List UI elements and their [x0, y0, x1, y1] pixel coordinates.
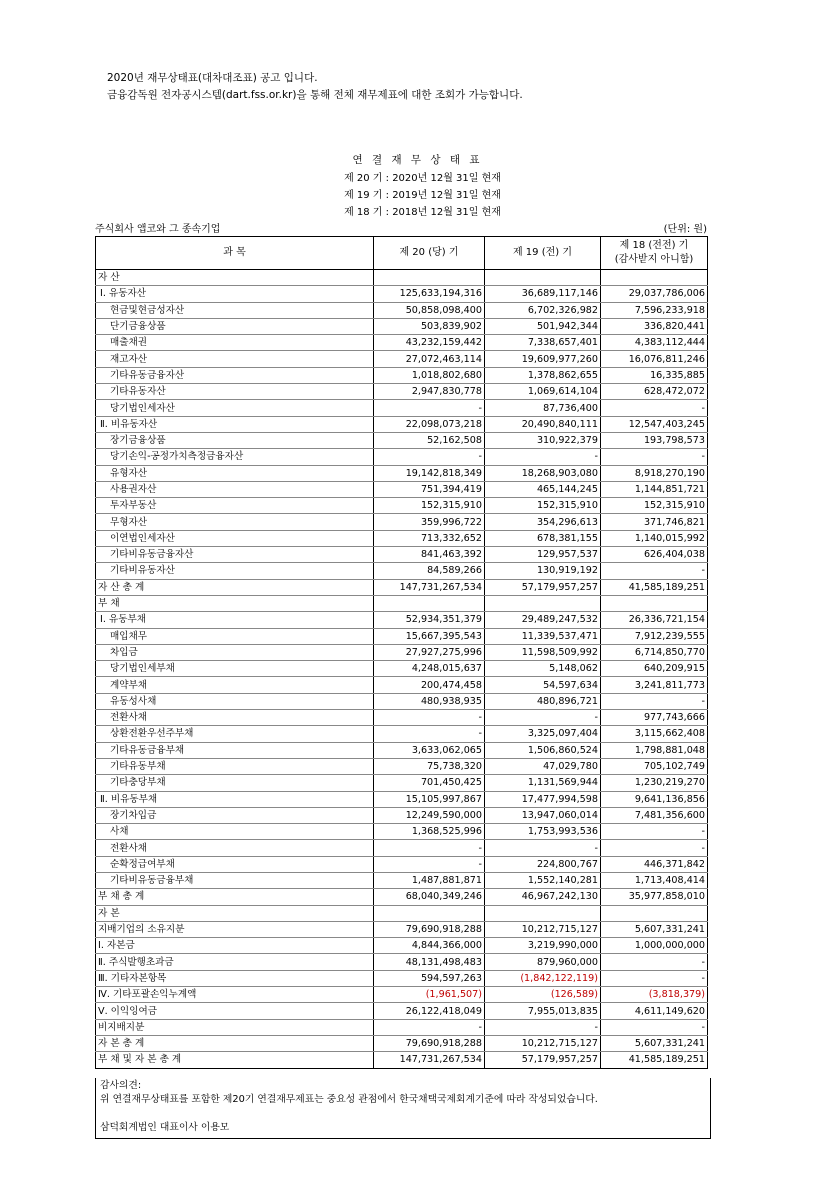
account-cell: Ⅳ. 기타포괄손익누계액 [96, 987, 374, 1003]
value-2019-cell: 1,506,860,524 [485, 742, 601, 758]
value-2019-cell: 11,339,537,471 [485, 628, 601, 644]
account-cell: 부 채 총 계 [96, 889, 374, 905]
value-2020-cell: 79,690,918,288 [374, 1035, 485, 1051]
table-row [96, 432, 708, 448]
value-2019-cell: 879,960,000 [485, 954, 601, 970]
table-row [96, 628, 708, 644]
account-cell: Ⅰ. 자본금 [96, 938, 374, 954]
account-cell: 현금및현금성자산 [96, 302, 374, 318]
value-2020-cell: 79,690,918,288 [374, 921, 485, 937]
account-cell: 장기금융상품 [96, 432, 374, 448]
audit-opinion-box [95, 1078, 711, 1139]
value-2019-cell: 3,219,990,000 [485, 938, 601, 954]
company-name: 주식회사 앱코와 그 종속기업 [95, 224, 221, 235]
value-2020-cell: 701,450,425 [374, 775, 485, 791]
value-2019-cell: 501,942,344 [485, 318, 601, 334]
table-row [96, 465, 708, 481]
account-cell: Ⅰ. 유동자산 [96, 286, 374, 302]
value-2019-cell [485, 905, 601, 921]
value-2019-cell: 46,967,242,130 [485, 889, 601, 905]
value-2019-cell: 224,800,767 [485, 856, 601, 872]
value-2018-cell: - [601, 824, 708, 840]
account-cell: 기타충당부채 [96, 775, 374, 791]
table-row [96, 514, 708, 530]
value-2020-cell: - [374, 856, 485, 872]
table-row [96, 710, 708, 726]
value-2019-cell: 354,296,613 [485, 514, 601, 530]
account-cell: 기타비유동자산 [96, 563, 374, 579]
value-2019-cell [485, 595, 601, 611]
value-2018-cell: - [601, 449, 708, 465]
table-row [96, 970, 708, 986]
value-2019-cell: 465,144,245 [485, 481, 601, 497]
value-2018-cell: 977,743,666 [601, 710, 708, 726]
table-row [96, 530, 708, 546]
account-cell: 사용권자산 [96, 481, 374, 497]
value-2020-cell: 12,249,590,000 [374, 807, 485, 823]
value-2020-cell: - [374, 840, 485, 856]
notice-line-1: 2020년 재무상태표(대차대조표) 공고 입니다. [107, 72, 318, 84]
value-2019-cell: (126,589) [485, 987, 601, 1003]
value-2019-cell: 1,069,614,104 [485, 384, 601, 400]
table-body [96, 270, 708, 1069]
table-row [96, 1019, 708, 1035]
account-cell: Ⅲ. 기타자본항목 [96, 970, 374, 986]
value-2018-cell: 16,076,811,246 [601, 351, 708, 367]
value-2020-cell: 359,996,722 [374, 514, 485, 530]
value-2019-cell: - [485, 449, 601, 465]
table-row [96, 856, 708, 872]
value-2020-cell: 480,938,935 [374, 693, 485, 709]
value-2020-cell [374, 270, 485, 286]
value-2020-cell: - [374, 726, 485, 742]
account-cell: 당기손익-공정가치측정금융자산 [96, 449, 374, 465]
value-2020-cell: 147,731,267,534 [374, 579, 485, 595]
value-2018-cell: 1,140,015,992 [601, 530, 708, 546]
account-cell: 자 산 [96, 270, 374, 286]
header-current: 제 20 (당) 기 [374, 237, 485, 270]
value-2018-cell [601, 270, 708, 286]
period-line: 제 18 기 : 2018년 12월 31일 현재 [344, 207, 501, 218]
value-2019-cell [485, 270, 601, 286]
account-cell: 순확정급여부채 [96, 856, 374, 872]
value-2019-cell: 6,702,326,982 [485, 302, 601, 318]
value-2020-cell: 84,589,266 [374, 563, 485, 579]
value-2019-cell: (1,842,122,119) [485, 970, 601, 986]
table-row [96, 938, 708, 954]
value-2018-cell: 29,037,786,006 [601, 286, 708, 302]
period-line: 제 19 기 : 2019년 12월 31일 현재 [344, 190, 501, 201]
value-2020-cell: - [374, 1019, 485, 1035]
value-2018-cell [601, 905, 708, 921]
value-2018-cell: 628,472,072 [601, 384, 708, 400]
value-2019-cell: 678,381,155 [485, 530, 601, 546]
table-row [96, 481, 708, 497]
value-2019-cell: 10,212,715,127 [485, 1035, 601, 1051]
account-cell: 매입채무 [96, 628, 374, 644]
table-row [96, 1052, 708, 1068]
value-2018-cell: 6,714,850,770 [601, 644, 708, 660]
value-2020-cell: 1,018,802,680 [374, 367, 485, 383]
table-row [96, 742, 708, 758]
table-row [96, 547, 708, 563]
value-2019-cell: 47,029,780 [485, 758, 601, 774]
audit-label: 감사의견: [100, 1080, 142, 1091]
table-row [96, 726, 708, 742]
account-cell: 장기차입금 [96, 807, 374, 823]
table-row [96, 1003, 708, 1019]
table-row [96, 367, 708, 383]
value-2019-cell: 17,477,994,598 [485, 791, 601, 807]
value-2020-cell: 19,142,818,349 [374, 465, 485, 481]
table-row [96, 889, 708, 905]
value-2020-cell: 27,072,463,114 [374, 351, 485, 367]
value-2018-cell: 3,115,662,408 [601, 726, 708, 742]
value-2019-cell: 1,378,862,655 [485, 367, 601, 383]
table-row [96, 563, 708, 579]
table-row [96, 758, 708, 774]
account-cell: 전환사채 [96, 840, 374, 856]
value-2018-cell: - [601, 563, 708, 579]
account-cell: 부 채 및 자 본 총 계 [96, 1052, 374, 1068]
table-row [96, 921, 708, 937]
value-2019-cell: 54,597,634 [485, 677, 601, 693]
value-2020-cell: 1,487,881,871 [374, 872, 485, 888]
value-2020-cell: 15,667,395,543 [374, 628, 485, 644]
account-cell: 무형자산 [96, 514, 374, 530]
value-2018-cell: 4,383,112,444 [601, 335, 708, 351]
value-2019-cell: 57,179,957,257 [485, 579, 601, 595]
value-2018-cell: 35,977,858,010 [601, 889, 708, 905]
account-cell: 비지배지분 [96, 1019, 374, 1035]
table-row [96, 302, 708, 318]
table-row [96, 595, 708, 611]
table-row [96, 954, 708, 970]
value-2020-cell: 713,332,652 [374, 530, 485, 546]
table-row [96, 807, 708, 823]
value-2018-cell: 3,241,811,773 [601, 677, 708, 693]
header-prior2 [601, 237, 708, 270]
table-header-row [96, 237, 708, 270]
value-2019-cell: 3,325,097,404 [485, 726, 601, 742]
table-row [96, 579, 708, 595]
table-row [96, 1035, 708, 1051]
value-2018-cell: 4,611,149,620 [601, 1003, 708, 1019]
value-2019-cell: - [485, 840, 601, 856]
value-2018-cell: 26,336,721,154 [601, 612, 708, 628]
table-row [96, 661, 708, 677]
value-2019-cell: 480,896,721 [485, 693, 601, 709]
value-2019-cell: 19,609,977,260 [485, 351, 601, 367]
table-row [96, 286, 708, 302]
value-2018-cell: 1,230,219,270 [601, 775, 708, 791]
value-2018-cell: 41,585,189,251 [601, 579, 708, 595]
value-2020-cell: 503,839,902 [374, 318, 485, 334]
value-2018-cell: 371,746,821 [601, 514, 708, 530]
value-2019-cell: 5,148,062 [485, 661, 601, 677]
value-2018-cell: - [601, 400, 708, 416]
value-2019-cell: 36,689,117,146 [485, 286, 601, 302]
table-row [96, 840, 708, 856]
account-cell: 자 산 총 계 [96, 579, 374, 595]
table-row [96, 498, 708, 514]
value-2018-cell: 193,798,573 [601, 432, 708, 448]
value-2020-cell: 68,040,349,246 [374, 889, 485, 905]
value-2018-cell: 705,102,749 [601, 758, 708, 774]
account-cell: 자 본 [96, 905, 374, 921]
account-cell: 기타유동부채 [96, 758, 374, 774]
table-row [96, 791, 708, 807]
account-cell: 기타비유동금융부채 [96, 872, 374, 888]
value-2019-cell: 18,268,903,080 [485, 465, 601, 481]
value-2018-cell: 16,335,885 [601, 367, 708, 383]
value-2019-cell: 87,736,400 [485, 400, 601, 416]
value-2018-cell: 5,607,331,241 [601, 921, 708, 937]
value-2018-cell: 8,918,270,190 [601, 465, 708, 481]
value-2018-cell: - [601, 693, 708, 709]
value-2020-cell: 147,731,267,534 [374, 1052, 485, 1068]
value-2020-cell: 751,394,419 [374, 481, 485, 497]
account-cell: 유형자산 [96, 465, 374, 481]
value-2019-cell: 1,131,569,944 [485, 775, 601, 791]
value-2018-cell: 1,713,408,414 [601, 872, 708, 888]
account-cell: Ⅴ. 이익잉여금 [96, 1003, 374, 1019]
account-cell: 계약부채 [96, 677, 374, 693]
value-2018-cell: 41,585,189,251 [601, 1052, 708, 1068]
value-2020-cell: 125,633,194,316 [374, 286, 485, 302]
value-2020-cell: (1,961,507) [374, 987, 485, 1003]
value-2020-cell: - [374, 400, 485, 416]
table-row [96, 416, 708, 432]
table-row [96, 384, 708, 400]
account-cell: Ⅱ. 비유동자산 [96, 416, 374, 432]
value-2019-cell: 1,552,140,281 [485, 872, 601, 888]
value-2020-cell: 50,858,098,400 [374, 302, 485, 318]
value-2020-cell: 594,597,263 [374, 970, 485, 986]
account-cell: 매출채권 [96, 335, 374, 351]
value-2019-cell: 129,957,537 [485, 547, 601, 563]
account-cell: 당기법인세자산 [96, 400, 374, 416]
account-cell: 기타유동금융부채 [96, 742, 374, 758]
account-cell: Ⅱ. 비유동부채 [96, 791, 374, 807]
value-2020-cell: 4,844,366,000 [374, 938, 485, 954]
value-2020-cell: 75,738,320 [374, 758, 485, 774]
account-cell: 단기금융상품 [96, 318, 374, 334]
account-cell: 투자부동산 [96, 498, 374, 514]
table-row [96, 775, 708, 791]
header-prior2-line2: (감사받지 아니함) [614, 254, 694, 265]
account-cell: 전환사채 [96, 710, 374, 726]
value-2018-cell: 446,371,842 [601, 856, 708, 872]
value-2020-cell: 52,934,351,379 [374, 612, 485, 628]
account-cell: 부 채 [96, 595, 374, 611]
value-2018-cell: 640,209,915 [601, 661, 708, 677]
account-cell: 지배기업의 소유지분 [96, 921, 374, 937]
value-2018-cell: 152,315,910 [601, 498, 708, 514]
account-cell: 기타비유동금융자산 [96, 547, 374, 563]
value-2020-cell [374, 905, 485, 921]
table-row [96, 693, 708, 709]
account-cell: 유동성사채 [96, 693, 374, 709]
balance-sheet-table [95, 236, 708, 1069]
account-cell: 기타유동금융자산 [96, 367, 374, 383]
value-2020-cell: 3,633,062,065 [374, 742, 485, 758]
account-cell: 기타유동자산 [96, 384, 374, 400]
value-2018-cell: - [601, 970, 708, 986]
value-2019-cell: 57,179,957,257 [485, 1052, 601, 1068]
table-row [96, 824, 708, 840]
audit-opinion: 위 연결재무상태표를 포함한 제20기 연결재무제표는 중요성 관점에서 한국채택국제회계기준에 따라 작성되었습니다. [100, 1094, 598, 1105]
value-2020-cell: 152,315,910 [374, 498, 485, 514]
value-2019-cell: 1,753,993,536 [485, 824, 601, 840]
header-account: 과 목 [96, 237, 374, 270]
unit-label: (단위: 원) [663, 224, 707, 235]
value-2020-cell: 4,248,015,637 [374, 661, 485, 677]
value-2020-cell: 26,122,418,049 [374, 1003, 485, 1019]
table-row [96, 335, 708, 351]
value-2019-cell: 152,315,910 [485, 498, 601, 514]
value-2020-cell: 27,927,275,996 [374, 644, 485, 660]
statement-title: 연 결 재 무 상 태 표 [352, 154, 483, 166]
value-2018-cell: 1,000,000,000 [601, 938, 708, 954]
account-cell: Ⅰ. 유동부채 [96, 612, 374, 628]
value-2018-cell: 1,144,851,721 [601, 481, 708, 497]
value-2020-cell: 2,947,830,778 [374, 384, 485, 400]
value-2018-cell: - [601, 1019, 708, 1035]
value-2018-cell: - [601, 954, 708, 970]
value-2019-cell: 310,922,379 [485, 432, 601, 448]
value-2020-cell: 52,162,508 [374, 432, 485, 448]
value-2018-cell: 5,607,331,241 [601, 1035, 708, 1051]
value-2020-cell [374, 595, 485, 611]
table-row [96, 351, 708, 367]
table-row [96, 400, 708, 416]
account-cell: 이연법인세자산 [96, 530, 374, 546]
auditor-name: 삼덕회계법인 대표이사 이용모 [100, 1122, 230, 1133]
value-2020-cell: 200,474,458 [374, 677, 485, 693]
account-cell: 상환전환우선주부채 [96, 726, 374, 742]
account-cell: 당기법인세부채 [96, 661, 374, 677]
value-2020-cell: 48,131,498,483 [374, 954, 485, 970]
table-row [96, 612, 708, 628]
value-2020-cell: 841,463,392 [374, 547, 485, 563]
account-cell: Ⅱ. 주식발행초과금 [96, 954, 374, 970]
value-2018-cell: 1,798,881,048 [601, 742, 708, 758]
value-2019-cell: 11,598,509,992 [485, 644, 601, 660]
table-row [96, 905, 708, 921]
value-2020-cell: - [374, 449, 485, 465]
account-cell: 자 본 총 계 [96, 1035, 374, 1051]
account-cell: 사채 [96, 824, 374, 840]
value-2019-cell: 13,947,060,014 [485, 807, 601, 823]
table-row [96, 449, 708, 465]
notice [107, 70, 523, 104]
value-2018-cell: (3,818,379) [601, 987, 708, 1003]
value-2020-cell: 43,232,159,442 [374, 335, 485, 351]
header-prior: 제 19 (전) 기 [485, 237, 601, 270]
value-2019-cell: 7,955,013,835 [485, 1003, 601, 1019]
value-2019-cell: 20,490,840,111 [485, 416, 601, 432]
table-row [96, 677, 708, 693]
statement-header [0, 151, 835, 221]
value-2018-cell: 626,404,038 [601, 547, 708, 563]
value-2018-cell: 336,820,441 [601, 318, 708, 334]
notice-line-2: 금융감독원 전자공시스템(dart.fss.or.kr)을 통해 전체 재무제표에 대한 조회가 가능합니다. [107, 89, 523, 101]
table-row [96, 270, 708, 286]
value-2020-cell: 1,368,525,996 [374, 824, 485, 840]
account-cell: 차입금 [96, 644, 374, 660]
value-2018-cell: - [601, 840, 708, 856]
table-row [96, 872, 708, 888]
header-prior2-line1: 제 18 (전전) 기 [619, 240, 689, 251]
table-row [96, 987, 708, 1003]
value-2020-cell: 22,098,073,218 [374, 416, 485, 432]
value-2019-cell: 10,212,715,127 [485, 921, 601, 937]
value-2020-cell: 15,105,997,867 [374, 791, 485, 807]
account-cell: 재고자산 [96, 351, 374, 367]
value-2018-cell: 9,641,136,856 [601, 791, 708, 807]
value-2020-cell: - [374, 710, 485, 726]
table-row [96, 644, 708, 660]
value-2019-cell: - [485, 1019, 601, 1035]
period-line: 제 20 기 : 2020년 12월 31일 현재 [344, 173, 501, 184]
value-2018-cell: 12,547,403,245 [601, 416, 708, 432]
value-2019-cell: 29,489,247,532 [485, 612, 601, 628]
value-2019-cell: 7,338,657,401 [485, 335, 601, 351]
table-row [96, 318, 708, 334]
value-2019-cell: - [485, 710, 601, 726]
value-2018-cell: 7,912,239,555 [601, 628, 708, 644]
value-2019-cell: 130,919,192 [485, 563, 601, 579]
value-2018-cell: 7,596,233,918 [601, 302, 708, 318]
value-2018-cell [601, 595, 708, 611]
value-2018-cell: 7,481,356,600 [601, 807, 708, 823]
